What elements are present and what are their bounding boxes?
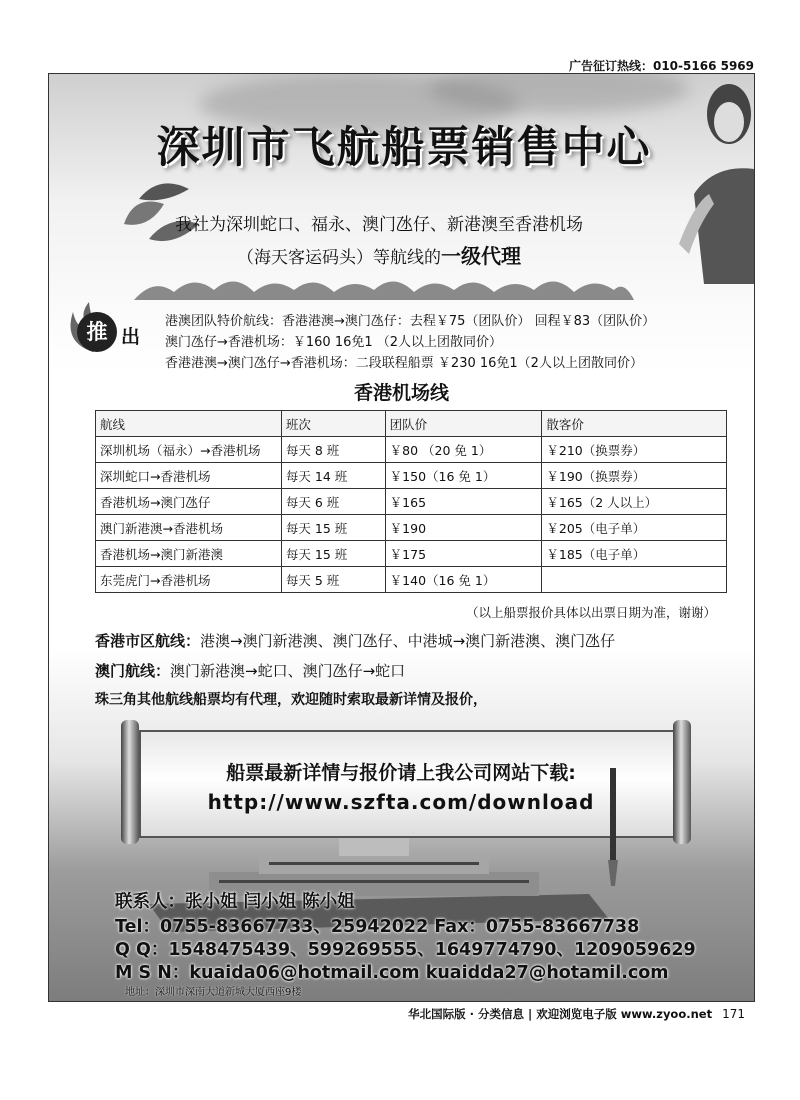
first-level-agent-emphasis: 一级代理	[441, 244, 521, 268]
table-cell: 每天 5 班	[281, 567, 385, 593]
promo-line: 港澳团队特价航线：香港港澳→澳门氹仔：去程￥75（团队价） 回程￥83（团队价）	[165, 314, 656, 329]
promo-line: 香港港澳→澳门氹仔→香港机场：二段联程船票 ￥230 16免1（2人以上团散同价）	[165, 356, 643, 371]
contact-tel-fax: Tel：0755-83667733、25942022 Fax：0755-83667738	[115, 917, 640, 937]
scroll-heading: 船票最新详情与报价请上我公司网站下载:	[226, 762, 576, 784]
table-cell: 每天 14 班	[281, 463, 385, 489]
badge-tui: 推	[77, 312, 117, 352]
scroll-rod-left	[121, 720, 139, 844]
woman-figure-image	[674, 74, 754, 284]
intro-line-1: 我社为深圳蛇口、福永、澳门氹仔、新港澳至香港机场	[175, 215, 583, 235]
contact-people: 联系人：张小姐 闫小姐 陈小姐	[115, 892, 355, 912]
table-cell: ￥205（电子单）	[542, 515, 727, 541]
table-row	[96, 541, 727, 567]
hk-city-routes-text: 港澳→澳门新港澳、澳门氹仔、中港城→澳门新港澳、澳门氹仔	[200, 632, 616, 650]
table-cell: ￥80 （20 免 1）	[385, 437, 542, 463]
company-title: 深圳市飞航船票销售中心	[156, 123, 652, 173]
header-schedule: 班次	[281, 411, 385, 437]
grass-decoration	[134, 272, 634, 300]
hk-city-routes	[95, 630, 615, 651]
page-number: 171	[722, 1007, 745, 1021]
table-cell: ￥210（换票券）	[542, 437, 727, 463]
badge-chu: 出	[121, 326, 141, 348]
leaves-icon	[109, 169, 209, 249]
table-row	[96, 463, 727, 489]
table-cell: 深圳机场（福永）→香港机场	[96, 437, 282, 463]
table-cell: ￥165	[385, 489, 542, 515]
table-cell	[542, 567, 727, 593]
scroll-rod-right	[673, 720, 691, 844]
footer-text: 华北国际版 · 分类信息 | 欢迎浏览电子版 www.zyoo.net	[408, 1007, 713, 1021]
intro-line-2	[119, 240, 639, 269]
table-cell: ￥190	[385, 515, 542, 541]
brush-icon	[605, 768, 621, 888]
table-cell: 东莞虎门→香港机场	[96, 567, 282, 593]
advertising-hotline: 广告征订热线：010-5166 5969	[568, 59, 754, 73]
table-cell: 香港机场→澳门氹仔	[96, 489, 282, 515]
table-cell: 每天 15 班	[281, 541, 385, 567]
table-cell: ￥185（电子单）	[542, 541, 727, 567]
table-cell: 每天 6 班	[281, 489, 385, 515]
airport-routes-table	[95, 410, 727, 593]
advertisement	[48, 73, 755, 1002]
contact-qq: Q Q：1548475439、599269555、1649774790、1209059629	[115, 940, 696, 960]
table-row	[96, 437, 727, 463]
table-cell: 每天 8 班	[281, 437, 385, 463]
table-cell: 澳门新港澳→香港机场	[96, 515, 282, 541]
table-row	[96, 515, 727, 541]
promo-line: 澳门氹仔→香港机场：￥160 16免1 （2人以上团散同价）	[165, 335, 503, 350]
hk-city-label: 香港市区航线：	[95, 632, 201, 650]
contact-msn: M S N：kuaida06@hotmail.com kuaidda27@hotamil.com	[115, 963, 669, 983]
table-cell: ￥140（16 免 1）	[385, 567, 542, 593]
promotion-badge	[63, 302, 141, 358]
intro-line-2-text: （海天客运码头）等航线的	[237, 248, 441, 268]
header-individual-price: 散客价	[542, 411, 727, 437]
header-group-price: 团队价	[385, 411, 542, 437]
table-row	[96, 489, 727, 515]
table-header-row	[96, 411, 727, 437]
macau-routes	[95, 660, 405, 681]
macau-label: 澳门航线：	[95, 662, 171, 680]
table-row	[96, 567, 727, 593]
header-route: 航线	[96, 411, 282, 437]
page-footer	[408, 1006, 745, 1022]
other-routes-text: 珠三角其他航线船票均有代理，欢迎随时索取最新详情及报价，	[95, 692, 487, 708]
table-note: （以上船票报价具体以出票日期为准，谢谢）	[465, 605, 716, 620]
website-url-link[interactable]: http://www.szfta.com/download	[207, 790, 595, 814]
table-cell: 每天 15 班	[281, 515, 385, 541]
table-title: 香港机场线	[353, 382, 449, 404]
table-cell: 香港机场→澳门新港澳	[96, 541, 282, 567]
address: 地址：深圳市深南大道新城大厦西座9楼	[125, 987, 302, 998]
table-cell: ￥150（16 免 1）	[385, 463, 542, 489]
table-cell: ￥175	[385, 541, 542, 567]
table-cell: ￥165（2 人以上）	[542, 489, 727, 515]
table-cell: ￥190（换票券）	[542, 463, 727, 489]
macau-routes-text: 澳门新港澳→蛇口、澳门氹仔→蛇口	[170, 662, 406, 680]
table-cell: 深圳蛇口→香港机场	[96, 463, 282, 489]
